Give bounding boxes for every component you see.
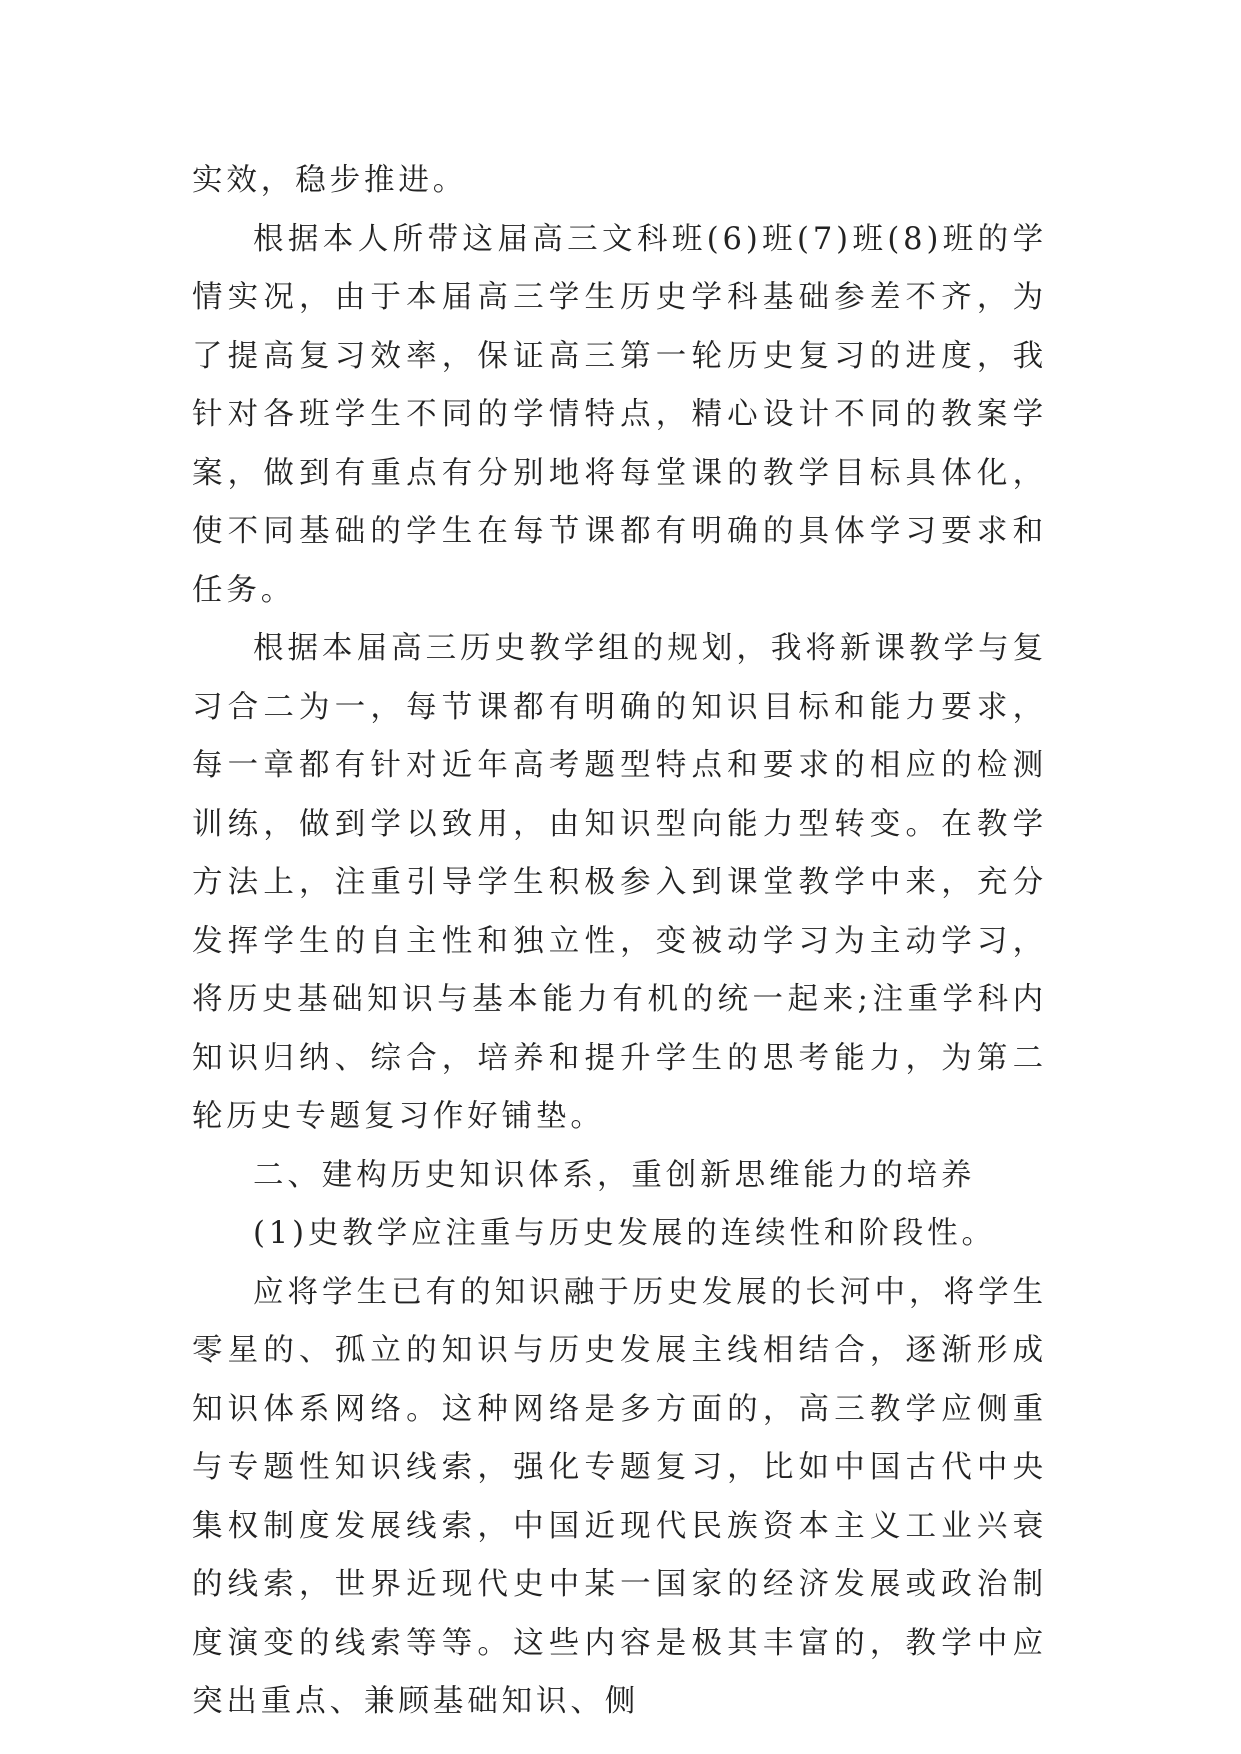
document-body	[192, 152, 1047, 1732]
paragraph-knowledge-network: 应将学生已有的知识融于历史发展的长河中，将学生零星的、孤立的知识与历史发展主线相结合，逐渐形成知识体系网络。这种网络是多方面的，高三教学应侧重与专题性知识线索，强化专题复习，比如中国古代中央集权制度发展线索，中国近现代民族资本主义工业兴衰的线索，世界近现代史中某一国家的经济发展或政治制度演变的线索等等。这些内容是极其丰富的，教学中应突出重点、兼顾基础知识、侧	[192, 1274, 1047, 1719]
paragraph-teaching-plan: 根据本届高三历史教学组的规划，我将新课教学与复习合二为一，每节课都有明确的知识目标和能力要求，每一章都有针对近年高考题型特点和要求的相应的检测训练，做到学以致用，由知识型向能力型转变。在教学方法上，注重引导学生积极参入到课堂教学中来，充分发挥学生的自主性和独立性，变被动学习为主动学习，将历史基础知识与基本能力有机的统一起来;注重学科内知识归纳、综合，培养和提升学生的思考能力，为第二轮历史专题复习作好铺垫。	[192, 631, 1047, 1134]
paragraph-class-situation: 根据本人所带这届高三文科班(6)班(7)班(8)班的学情实况，由于本届高三学生历史学科基础参差不齐，为了提高复习效率，保证高三第一轮历史复习的进度，我针对各班学生不同的学情特点，精心设计不同的教案学案，做到有重点有分别地将每堂课的教学目标具体化，使不同基础的学生在每节课都有明确的具体学习要求和任务。	[192, 221, 1047, 608]
paragraph-continuation: 实效，稳步推进。	[192, 163, 468, 198]
section-heading-knowledge-system: 二、建构历史知识体系，重创新思维能力的培养	[253, 1157, 976, 1193]
subheading-continuity: (1)史教学应注重与历史发展的连续性和阶段性。	[253, 1216, 996, 1251]
